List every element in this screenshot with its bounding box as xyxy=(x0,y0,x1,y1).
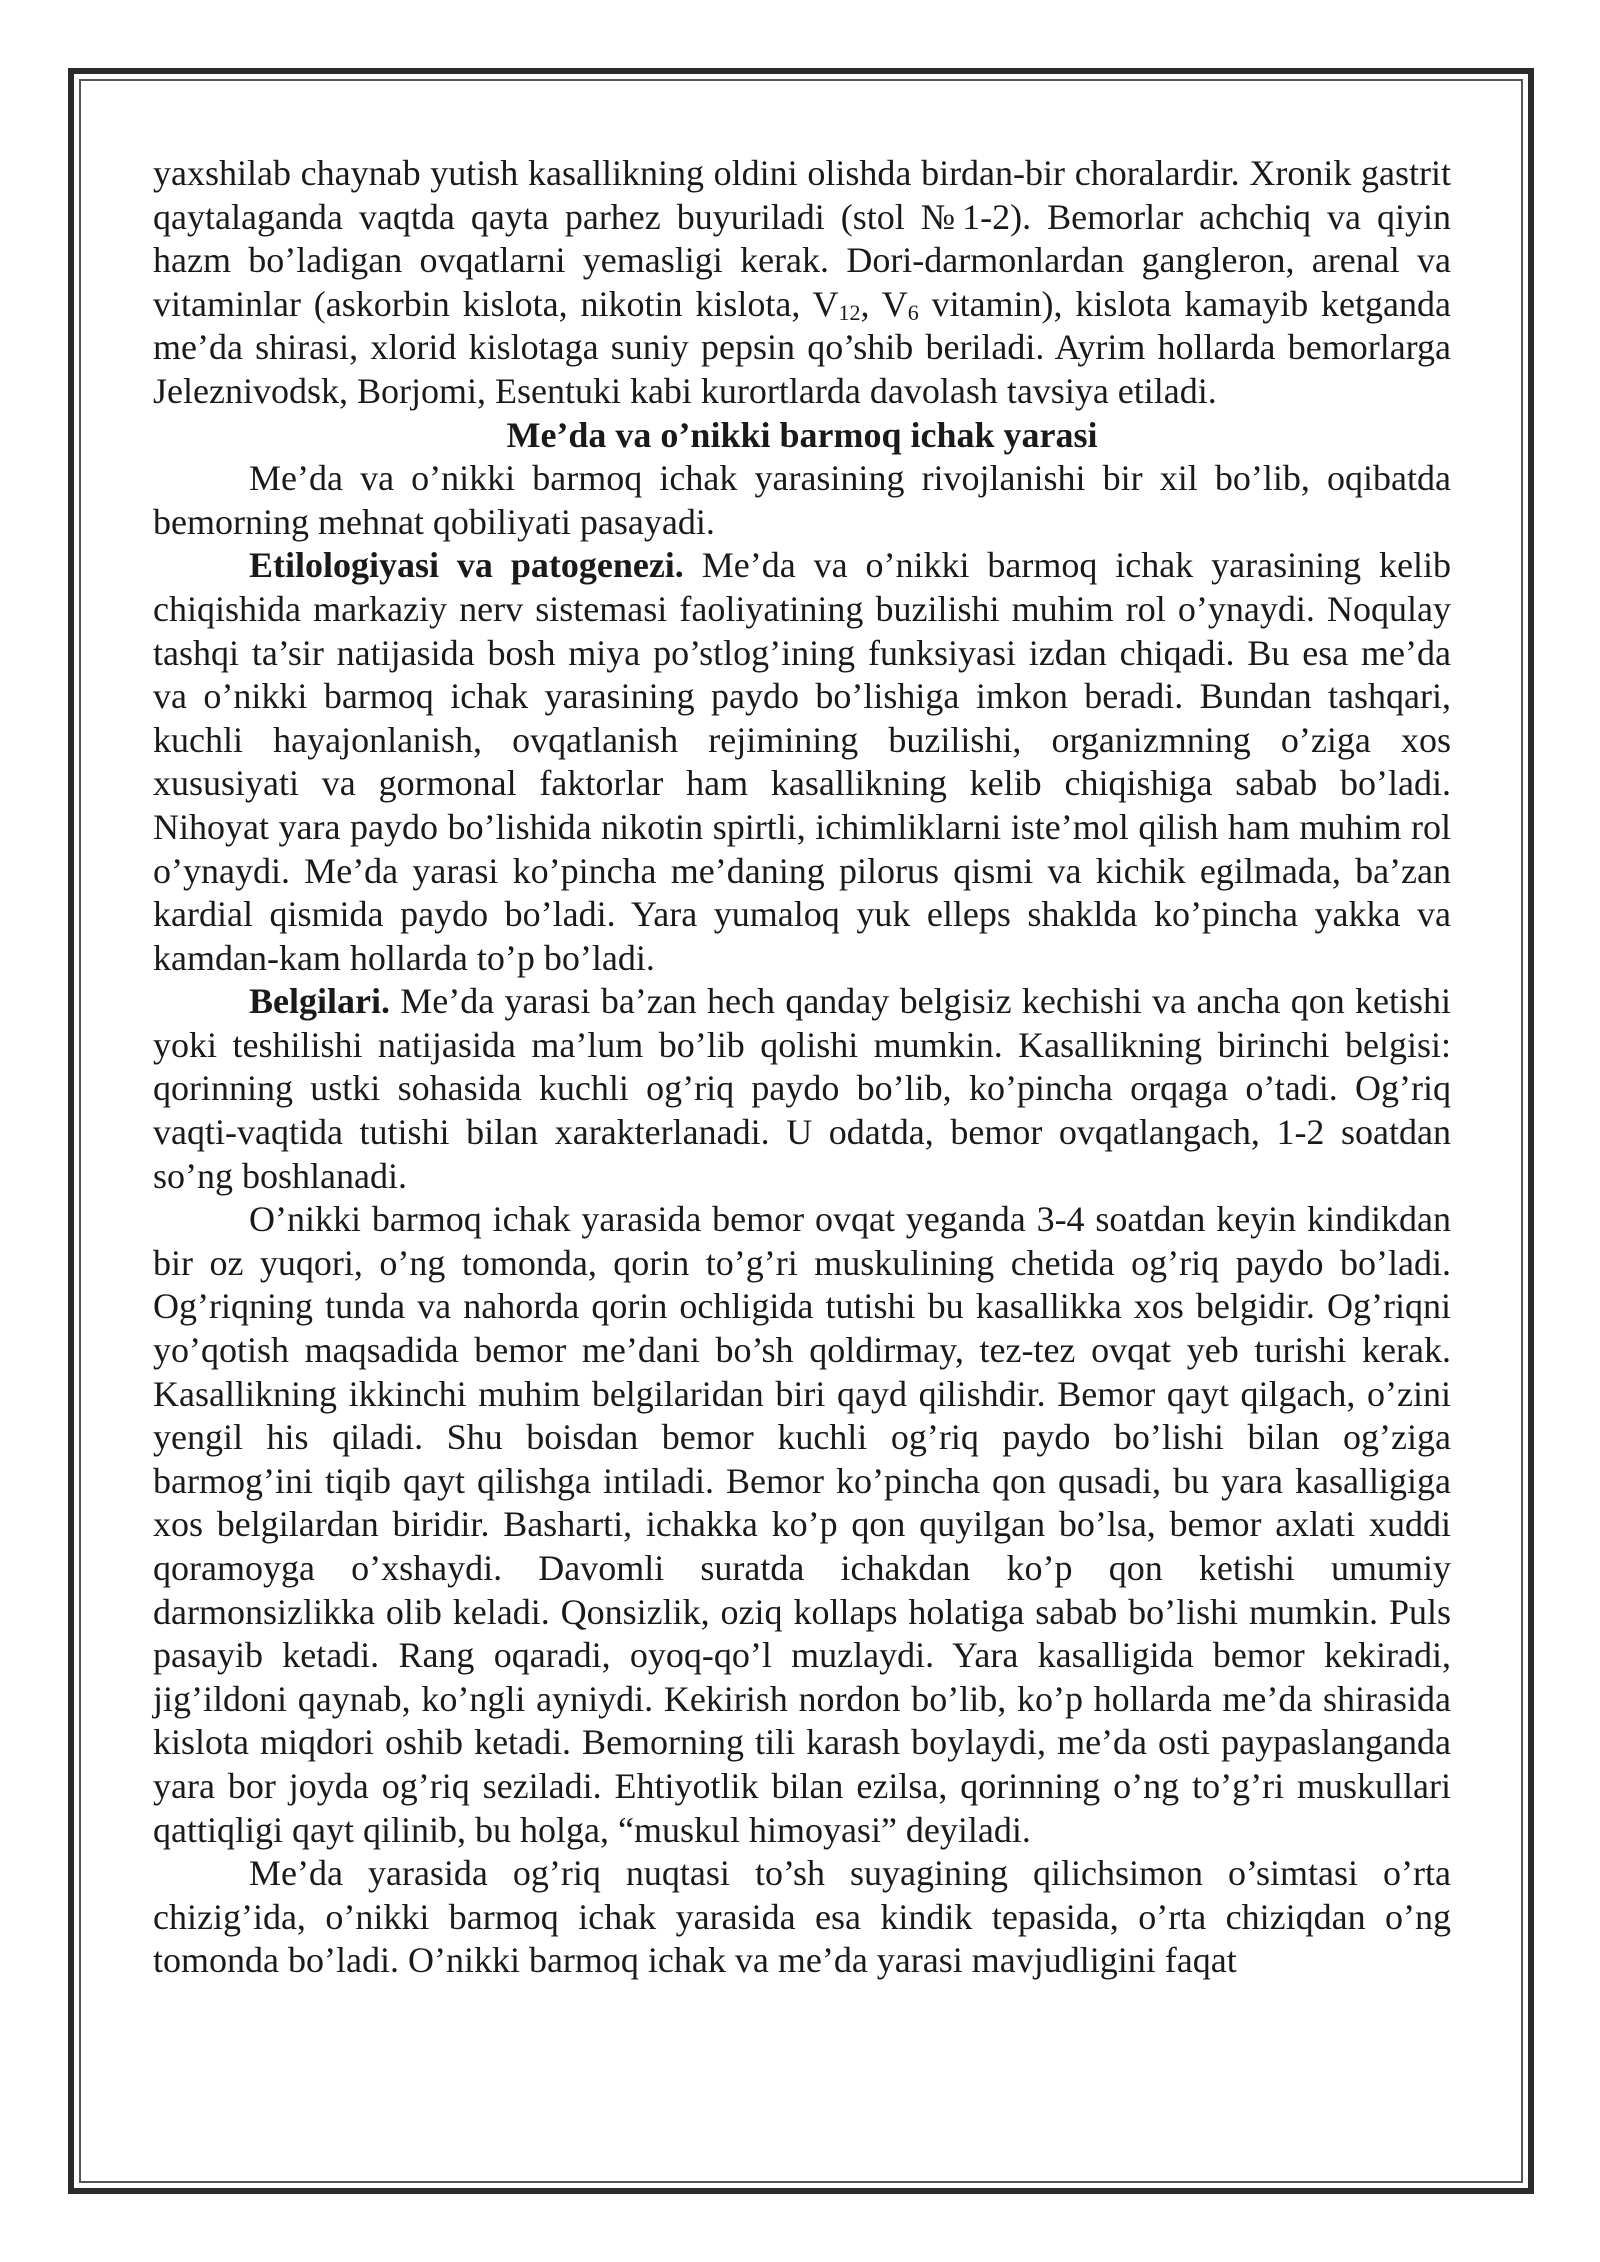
intro-subscript-1: 12 xyxy=(838,299,861,325)
intro-paragraph xyxy=(153,152,1451,414)
paragraph-pain-point: Me’da yarasida og’riq nuqtasi to’sh suyagining qilichsimon o’simtasi o’rta chizig’ida, o’nikki barmoq ichak yarasida esa kindik tepasida, o’rta chiziqdan o’ng tomonda bo’ladi. O’nikki barmoq ichak va me’da yarasi mavjudligini faqat xyxy=(153,1853,1451,1981)
section-heading: Me’da va o’nikki barmoq ichak yarasi xyxy=(506,414,1098,455)
etiology-text: Me’da va o’nikki barmoq ichak yarasining kelib chiqishida markaziy nerv sistemasi faoliyatining buzilishi muhim rol o’ynaydi. Noqulay tashqi ta’sir natijasida bosh miya po’stlog’ining funksiyasi izdan chiqadi. Bu esa me’da va o’nikki barmoq ichak yarasining paydo bo’lishiga imkon beradi. Bundan tashqari, kuchli hayajonlanish, ovqatlanish rejimining buzilishi, organizmning o’ziga xos xususiyati va gormonal faktorlar ham kasallikning kelib chiqishiga sabab bo’ladi. Nihoyat yara paydo bo’lishida nikotin spirtli, ichimliklarni iste’mol qilish ham muhim rol o’ynaydi. Me’da yarasi ko’pincha me’daning pilorus qismi va kichik egilmada, ba’zan kardial qismida paydo bo’ladi. Yara yumaloq yuk elleps shaklda ko’pincha yakka va kamdan-kam hollarda to’p bo’ladi. xyxy=(153,545,1451,978)
paragraph-etiology xyxy=(153,544,1451,980)
document-body xyxy=(153,152,1451,1983)
intro-text-c: vitamin), kislota kamayib ketganda me’da shirasi, xlorid kislotaga suniy pepsin qo’shib beriladi. Ayrim hollarda bemorlarga Jeleznivodsk, Borjomi, Esentuki kabi kurortlarda davolash tavsiya etiladi. xyxy=(153,283,1451,411)
symptoms-label: Belgilari. xyxy=(249,981,390,1022)
paragraph-1: Me’da va o’nikki barmoq ichak yarasining rivojlanishi bir xil bo’lib, oqibatda bemorning mehnat qobiliyati pasayadi. xyxy=(153,458,1451,542)
paragraph-symptoms xyxy=(153,980,1451,1198)
paragraph-duodenal: O’nikki barmoq ichak yarasida bemor ovqat yeganda 3-4 soatdan keyin kindikdan bir oz yuqori, o’ng tomonda, qorin to’g’ri muskulining chetida og’riq paydo bo’ladi. Og’riqning tunda va nahorda qorin ochligida tutishi bu kasallikka xos belgidir. Og’riqni yo’qotish maqsadida bemor me’dani bo’sh qoldirmay, tez-tez ovqat yeb turishi kerak. Kasallikning ikkinchi muhim belgilaridan biri qayd qilishdir. Bemor qayt qilgach, o’zini yengil his qiladi. Shu boisdan bemor kuchli og’riq paydo bo’lishi bilan og’ziga barmog’ini tiqib qayt qilishga intiladi. Bemor ko’pincha qon qusadi, bu yara kasalligiga xos belgilardan biridir. Basharti, ichakka ko’p qon quyilgan bo’lsa, bemor axlati xuddi qoramoyga o’xshaydi. Davomli suratda ichakdan ko’p qon ketishi umumiy darmonsizlikka olib keladi. Qonsizlik, oziq kollaps holatiga sabab bo’lishi mumkin. Puls pasayib ketadi. Rang oqaradi, oyoq-qo’l muzlaydi. Yara kasalligida bemor kekiradi, jig’ildoni qaynab, ko’ngli ayniydi. Kekirish nordon bo’lib, ko’p hollarda me’da shirasida kislota miqdori oshib ketadi. Bemorning tili karash boylaydi, me’da osti paypaslanganda yara bor joyda og’riq seziladi. Ehtiyotlik bilan ezilsa, qorinning o’ng to’g’ri muskullari qattiqligi qayt qilinib, bu holga, “muskul himoyasi” deyiladi. xyxy=(153,1199,1451,1850)
etiology-label: Etilologiyasi va patogenezi. xyxy=(249,545,684,586)
intro-text-a: yaxshilab chaynab yutish kasallikning oldini olishda birdan-bir choralardir. Xronik gastrit qaytalaganda vaqtda qayta parhez buyuriladi (stol №1-2). Bemorlar achchiq va qiyin hazm bo’ladigan ovqatlarni yemasligi kerak. Dori-darmonlardan gangleron, arenal va vitaminlar (askorbin kislota, nikotin kislota, V xyxy=(153,153,1451,324)
intro-text-b: , V xyxy=(860,283,908,324)
intro-subscript-2: 6 xyxy=(907,299,919,325)
symptoms-text: Me’da yarasi ba’zan hech qanday belgisiz kechishi va ancha qon ketishi yoki teshilishi natijasida ma’lum bo’lib qolishi mumkin. Kasallikning birinchi belgisi: qorinning ustki sohasida kuchli og’riq paydo bo’lib, ko’pincha orqaga o’tadi. Og’riq vaqti-vaqtida tutishi bilan xarakterlanadi. U odatda, bemor ovqatlangach, 1-2 soatdan so’ng boshlanadi. xyxy=(153,981,1451,1196)
